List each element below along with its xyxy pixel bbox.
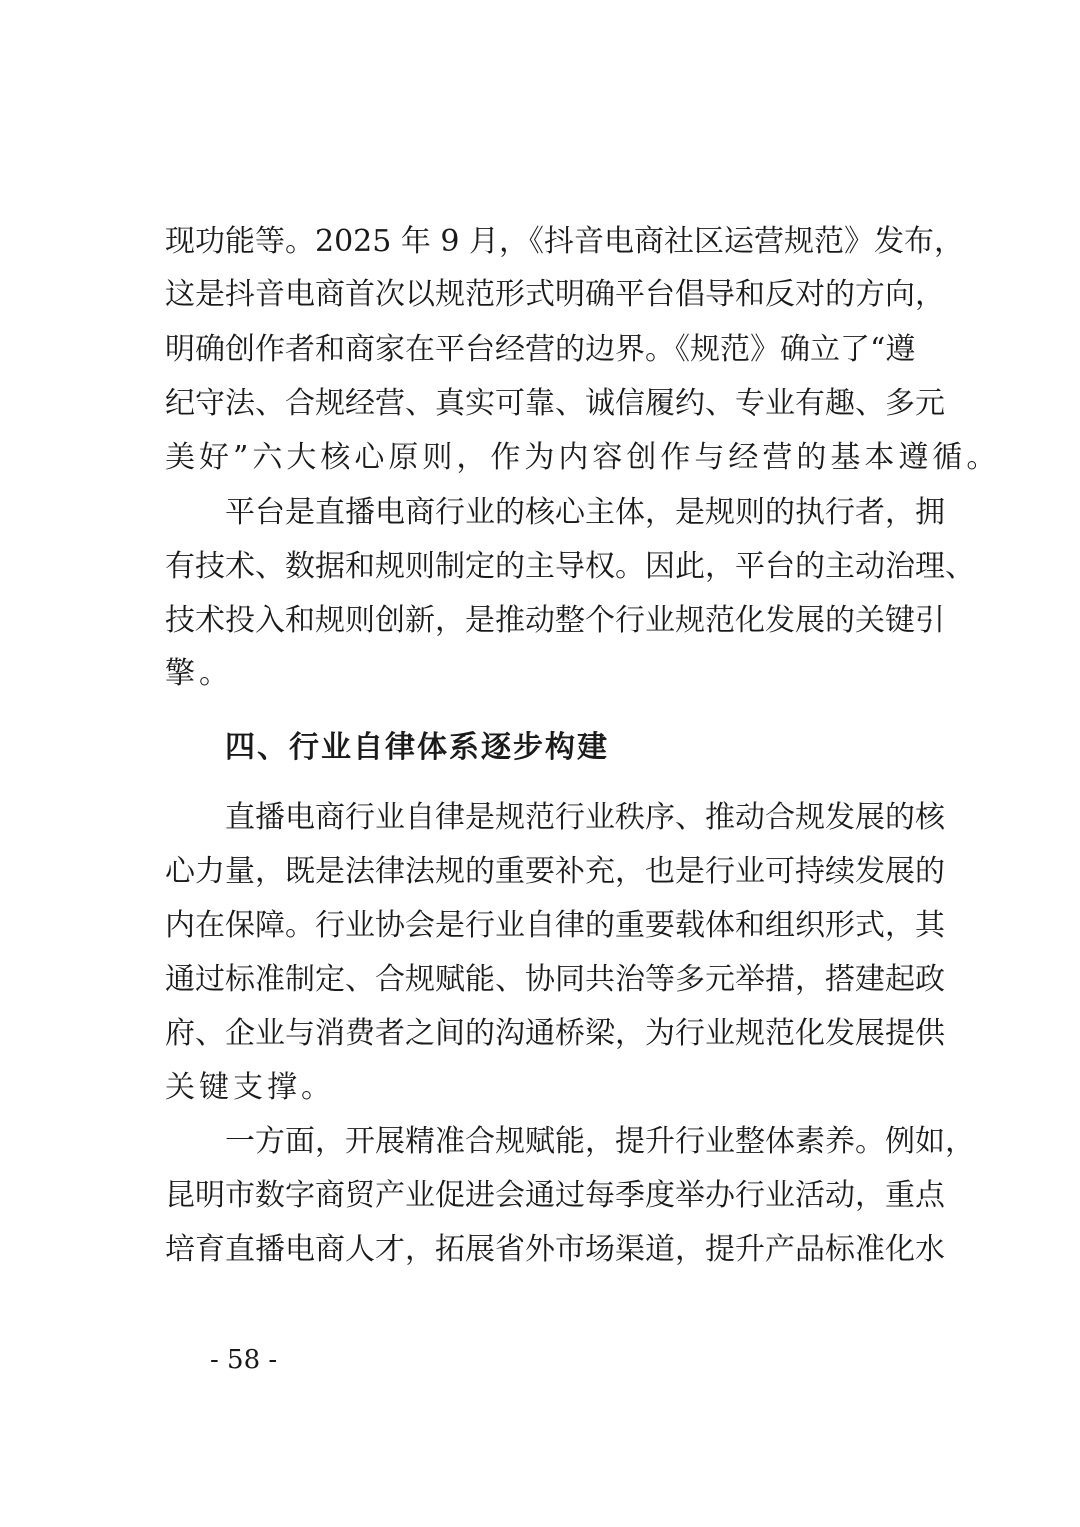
page-number: - 58 - xyxy=(210,1345,278,1375)
paragraph-3-line-3: 内在保障。行业协会是行业自律的重要载体和组织形式，其 xyxy=(165,908,945,943)
paragraph-4-line-1: 一方面，开展精准合规赋能，提升行业整体素养。例如， xyxy=(225,1124,975,1159)
section-heading: 四、行业自律体系逐步构建 xyxy=(225,730,609,765)
paragraph-2-line-4: 擎。 xyxy=(165,656,233,691)
paragraph-1-line-5: 美好”六大核心原则，作为内容创作与经营的基本遵循。 xyxy=(165,440,1001,475)
paragraph-1-line-3: 明确创作者和商家在平台经营的边界。《规范》确立了“遵 xyxy=(165,332,916,367)
paragraph-2-line-1: 平台是直播电商行业的核心主体，是规则的执行者，拥 xyxy=(225,495,945,530)
paragraph-1-line-2: 这是抖音电商首次以规范形式明确平台倡导和反对的方向， xyxy=(165,277,945,312)
paragraph-3-line-1: 直播电商行业自律是规范行业秩序、推动合规发展的核 xyxy=(225,800,945,835)
paragraph-3-line-5: 府、企业与消费者之间的沟通桥梁，为行业规范化发展提供 xyxy=(165,1016,945,1051)
paragraph-2-line-2: 有技术、数据和规则制定的主导权。因此，平台的主动治理、 xyxy=(165,549,975,584)
paragraph-4-line-2: 昆明市数字商贸产业促进会通过每季度举办行业活动，重点 xyxy=(165,1178,945,1213)
paragraph-3-line-2: 心力量，既是法律法规的重要补充，也是行业可持续发展的 xyxy=(165,854,945,889)
paragraph-1-line-4: 纪守法、合规经营、真实可靠、诚信履约、专业有趣、多元 xyxy=(165,386,945,421)
paragraph-3-line-4: 通过标准制定、合规赋能、协同共治等多元举措，搭建起政 xyxy=(165,962,945,997)
paragraph-2-line-3: 技术投入和规则创新，是推动整个行业规范化发展的关键引 xyxy=(165,603,945,638)
paragraph-4-line-3: 培育直播电商人才，拓展省外市场渠道，提升产品标准化水 xyxy=(165,1232,945,1267)
paragraph-1-line-1: 现功能等。2025 年 9 月，《抖音电商社区运营规范》发布， xyxy=(165,224,965,259)
paragraph-3-line-6: 关键支撑。 xyxy=(165,1070,335,1105)
